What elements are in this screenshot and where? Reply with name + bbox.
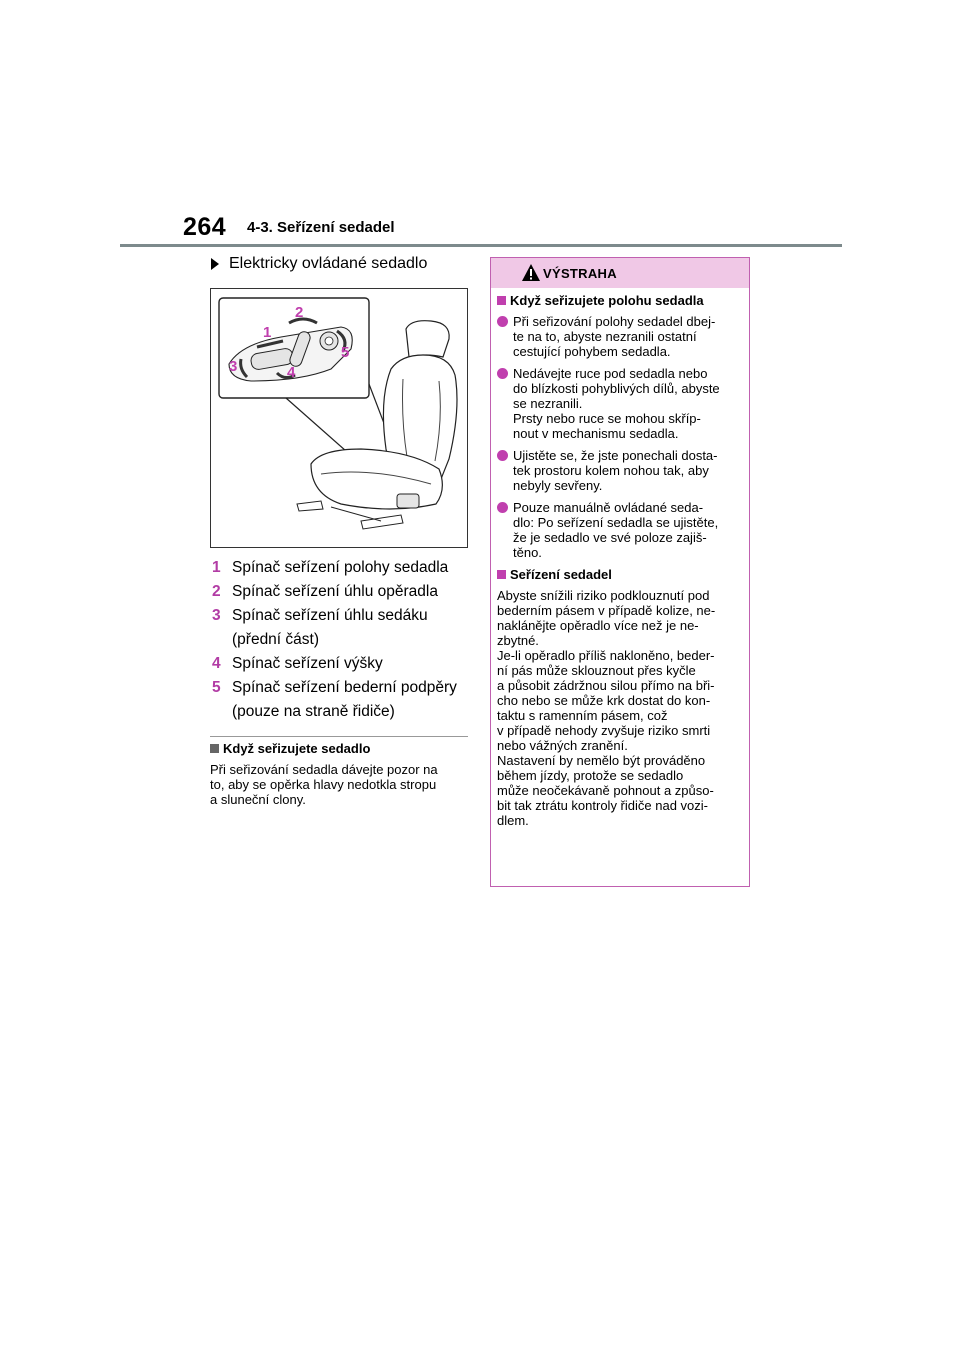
warning-header	[491, 258, 749, 288]
triangle-bullet-icon	[211, 258, 219, 270]
page-header	[0, 0, 960, 250]
switch-list	[212, 556, 472, 724]
seat-illustration	[210, 288, 468, 548]
warning-bullet: Při seřizování polohy sedadel dbej- te na to, abyste nezranili ostatní cestující pohybem sedadla.	[497, 314, 747, 359]
warning-bullet: Nedávejte ruce pod sedadla nebo do blízkosti pohyblivých dílů, abyste se nezranili. Prsty nebo ruce se mohou skříp- nout v mechanismu sedadla.	[497, 366, 747, 441]
note-body: Při seřizování sedadla dávejte pozor na to, aby se opěrka hlavy nedotkla stropu a sluneční clony.	[210, 762, 438, 807]
round-bullet-icon	[497, 368, 508, 379]
warning-triangle-icon	[521, 263, 541, 282]
subheading-text: Elektricky ovládané sedadlo	[229, 255, 428, 272]
square-bullet-icon	[497, 570, 506, 579]
warning-content	[497, 293, 747, 828]
square-bullet-icon	[210, 744, 219, 753]
page-number: 264	[183, 213, 227, 241]
list-item: 3 Spínač seřízení úhlu sedáku (přední část)	[212, 607, 428, 648]
figure-label-3: 3	[229, 358, 238, 375]
header-divider	[120, 244, 842, 247]
note-heading: Když seřizujete sedadlo	[210, 741, 370, 756]
round-bullet-icon	[497, 502, 508, 513]
warning-title: VÝSTRAHA	[543, 266, 617, 281]
note-divider	[210, 736, 468, 737]
warning-bullet: Ujistěte se, že jste ponechali dosta- tek prostoru kolem nohou tak, aby nebyly sevřeny.	[497, 448, 747, 493]
figure-label-4: 4	[287, 364, 296, 381]
warning-subheading: Když seřizujete polohu sedadla	[497, 293, 747, 308]
warning-bullet: Pouze manuálně ovládané seda- dlo: Po seřízení sedadla se ujistěte, že je sedadlo ve své poloze zajiš- těno.	[497, 500, 747, 560]
warning-box	[490, 257, 750, 887]
seat-side-switch	[397, 494, 419, 508]
figure-label-5: 5	[341, 344, 350, 361]
warning-paragraph: Abyste snížili riziko podklouznutí pod bederním pásem v případě kolize, ne- naklánějte opěradlo více než je ne- zbytné. Je-li opěradlo příliš nakloněno, beder- ní pás může sklouznout přes kyčle a působit zádržnou silou přímo na bři- cho nebo se může krk dostat do kon- taktu s ramenním pásem, což v případě nehody zvyšuje riziko smrti nebo vážných zranění. Nastavení by nemělo být prováděno během jízdy, protože se sedadlo může neočekávaně pohnout a způso- bit tak ztrátu kontroly řidiče nad vozi- dlem.	[497, 588, 716, 828]
figure-label-1: 1	[263, 324, 272, 341]
list-item: 2 Spínač seřízení úhlu opěradla	[212, 583, 438, 600]
list-item: 4 Spínač seřízení výšky	[212, 655, 383, 672]
section-title: 4-3. Seřízení sedadel	[247, 219, 395, 236]
square-bullet-icon	[497, 296, 506, 305]
seat-diagram-svg	[211, 289, 468, 548]
round-bullet-icon	[497, 450, 508, 461]
headrest	[406, 321, 449, 357]
subheading	[209, 255, 427, 273]
list-item: 1 Spínač seřízení polohy sedadla	[212, 559, 449, 576]
warning-subheading: Seřízení sedadel	[497, 567, 747, 582]
round-bullet-icon	[497, 316, 508, 327]
list-item: 5 Spínač seřízení bederní podpěry (pouze na straně řidiče)	[212, 679, 457, 720]
figure-label-2: 2	[295, 304, 304, 321]
